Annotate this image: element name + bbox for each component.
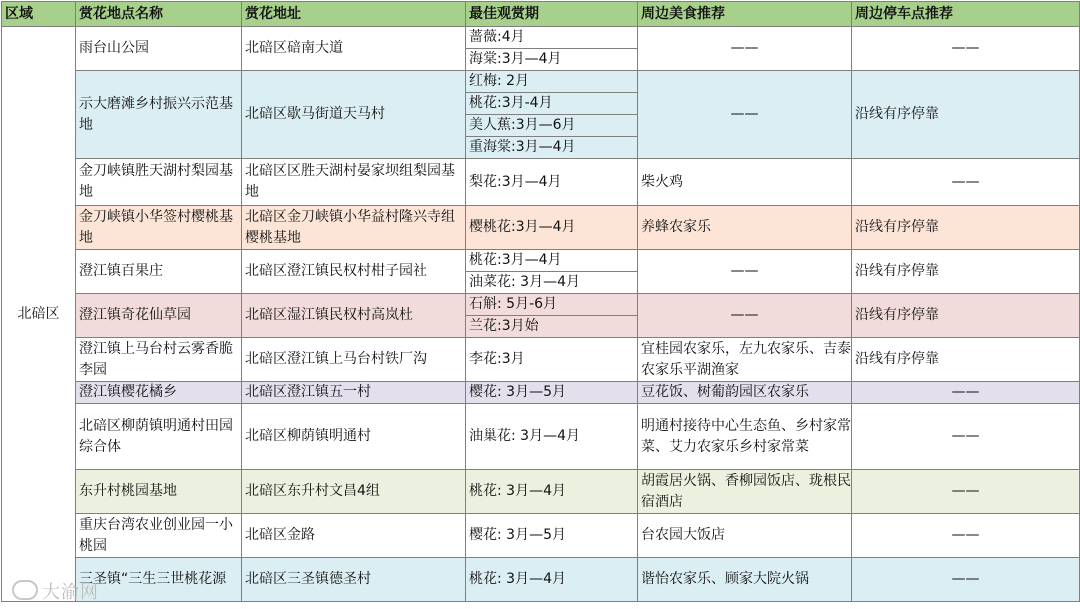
site-address: 北碚区澄江镇民权村柑子园社	[242, 250, 466, 294]
period-cell: 美人蕉:3月—6月	[466, 115, 638, 137]
food-cell: 台农园大饭店	[638, 514, 852, 558]
site-address: 北碚区澄江镇五一村	[242, 382, 466, 404]
site-address: 北碚区金刀峡镇小华益村隆兴寺组樱桃基地	[242, 206, 466, 250]
header-region: 区域	[2, 2, 76, 27]
period-cell: 桃花: 3月—4月	[466, 558, 638, 602]
table-row	[2, 27, 1080, 49]
site-name: 澄江镇奇花仙草园	[76, 294, 242, 338]
table-row	[2, 558, 1080, 602]
food-cell: 明通村接待中心生态鱼、乡村家常菜、艾力农家乐乡村家常菜	[638, 404, 852, 470]
site-name: 澄江镇百果庄	[76, 250, 242, 294]
parking-cell: ——	[852, 558, 1080, 602]
table-row	[2, 514, 1080, 558]
watermark-text: 大渝网	[42, 582, 99, 603]
table-row	[2, 250, 1080, 272]
table-row	[2, 382, 1080, 404]
table-row	[2, 206, 1080, 250]
period-cell: 樱花: 3月—5月	[466, 514, 638, 558]
period-cell: 桃花:3月—4月	[466, 250, 638, 272]
parking-cell: 沿线有序停靠	[852, 294, 1080, 338]
parking-cell: 沿线有序停靠	[852, 206, 1080, 250]
parking-cell: 沿线有序停靠	[852, 71, 1080, 159]
site-name: 三圣镇“三生三世桃花源	[76, 558, 242, 602]
parking-cell: 沿线有序停靠	[852, 338, 1080, 382]
period-cell: 石斛: 5月-6月	[466, 294, 638, 316]
parking-cell: ——	[852, 514, 1080, 558]
watermark	[12, 578, 99, 604]
watermark-logo-icon	[12, 580, 38, 600]
period-cell: 梨花:3月—4月	[466, 159, 638, 206]
period-cell: 蔷薇:4月	[466, 27, 638, 49]
table-row	[2, 159, 1080, 206]
site-address: 北碚区柳荫镇明通村	[242, 404, 466, 470]
site-name: 东升村桃园基地	[76, 470, 242, 514]
period-cell: 桃花:3月-4月	[466, 93, 638, 115]
header-row	[2, 2, 1080, 27]
site-address: 北碚区澄江镇上马台村铁厂沟	[242, 338, 466, 382]
food-cell: ——	[638, 71, 852, 159]
food-cell: 宜桂园农家乐，左九农家乐、吉泰农家乐平湖渔家	[638, 338, 852, 382]
site-name: 雨台山公园	[76, 27, 242, 71]
parking-cell: ——	[852, 470, 1080, 514]
header-address: 赏花地址	[242, 2, 466, 27]
period-cell: 樱桃花:3月—4月	[466, 206, 638, 250]
period-cell: 兰花:3月始	[466, 316, 638, 338]
site-name: 澄江镇上马台村云雾香脆李园	[76, 338, 242, 382]
period-cell: 油巢花: 3月—4月	[466, 404, 638, 470]
food-cell: ——	[638, 250, 852, 294]
site-address: 北碚区碚南大道	[242, 27, 466, 71]
site-address: 北碚区金路	[242, 514, 466, 558]
food-cell: 柴火鸡	[638, 159, 852, 206]
site-name: 金刀峡镇胜天湖村梨园基地	[76, 159, 242, 206]
table-row	[2, 338, 1080, 382]
parking-cell: ——	[852, 404, 1080, 470]
region-cell: 北碚区	[2, 27, 76, 602]
site-address: 北碚区湿江镇民权村高岚杜	[242, 294, 466, 338]
site-address: 北碚区三圣镇德圣村	[242, 558, 466, 602]
food-cell: 豆花饭、树葡韵园区农家乐	[638, 382, 852, 404]
table-row	[2, 404, 1080, 470]
period-cell: 桃花: 3月—4月	[466, 470, 638, 514]
period-cell: 重海棠:3月—4月	[466, 137, 638, 159]
table-row	[2, 294, 1080, 316]
header-parking: 周边停车点推荐	[852, 2, 1080, 27]
site-name: 重庆台湾农业创业园一小桃园	[76, 514, 242, 558]
header-name: 赏花地点名称	[76, 2, 242, 27]
parking-cell: ——	[852, 382, 1080, 404]
food-cell: ——	[638, 294, 852, 338]
period-cell: 李花:3月	[466, 338, 638, 382]
site-address: 北碚区区胜天湖村晏家坝组梨园基地	[242, 159, 466, 206]
food-cell: 养蜂农家乐	[638, 206, 852, 250]
table-row	[2, 71, 1080, 93]
site-address: 北碚区东升村文昌4组	[242, 470, 466, 514]
food-cell: 胡霞居火锅、香柳园饭店、珑根民宿酒店	[638, 470, 852, 514]
parking-cell: ——	[852, 159, 1080, 206]
parking-cell: ——	[852, 27, 1080, 71]
food-cell: 谐怡农家乐、顾家大院火锅	[638, 558, 852, 602]
period-cell: 樱花: 3月—5月	[466, 382, 638, 404]
parking-cell: 沿线有序停靠	[852, 250, 1080, 294]
food-cell: ——	[638, 27, 852, 71]
period-cell: 海棠:3月—4月	[466, 49, 638, 71]
site-name: 北碚区柳荫镇明通村田园综合体	[76, 404, 242, 470]
flower-viewing-table	[1, 1, 1080, 602]
table-row	[2, 470, 1080, 514]
period-cell: 油菜花: 3月—4月	[466, 272, 638, 294]
site-name: 金刀峡镇小华签村樱桃基地	[76, 206, 242, 250]
site-address: 北碚区歇马街道天马村	[242, 71, 466, 159]
header-food: 周边美食推荐	[638, 2, 852, 27]
header-period: 最佳观赏期	[466, 2, 638, 27]
site-name: 示大磨滩乡村振兴示范基地	[76, 71, 242, 159]
period-cell: 红梅: 2月	[466, 71, 638, 93]
site-name: 澄江镇樱花橘乡	[76, 382, 242, 404]
